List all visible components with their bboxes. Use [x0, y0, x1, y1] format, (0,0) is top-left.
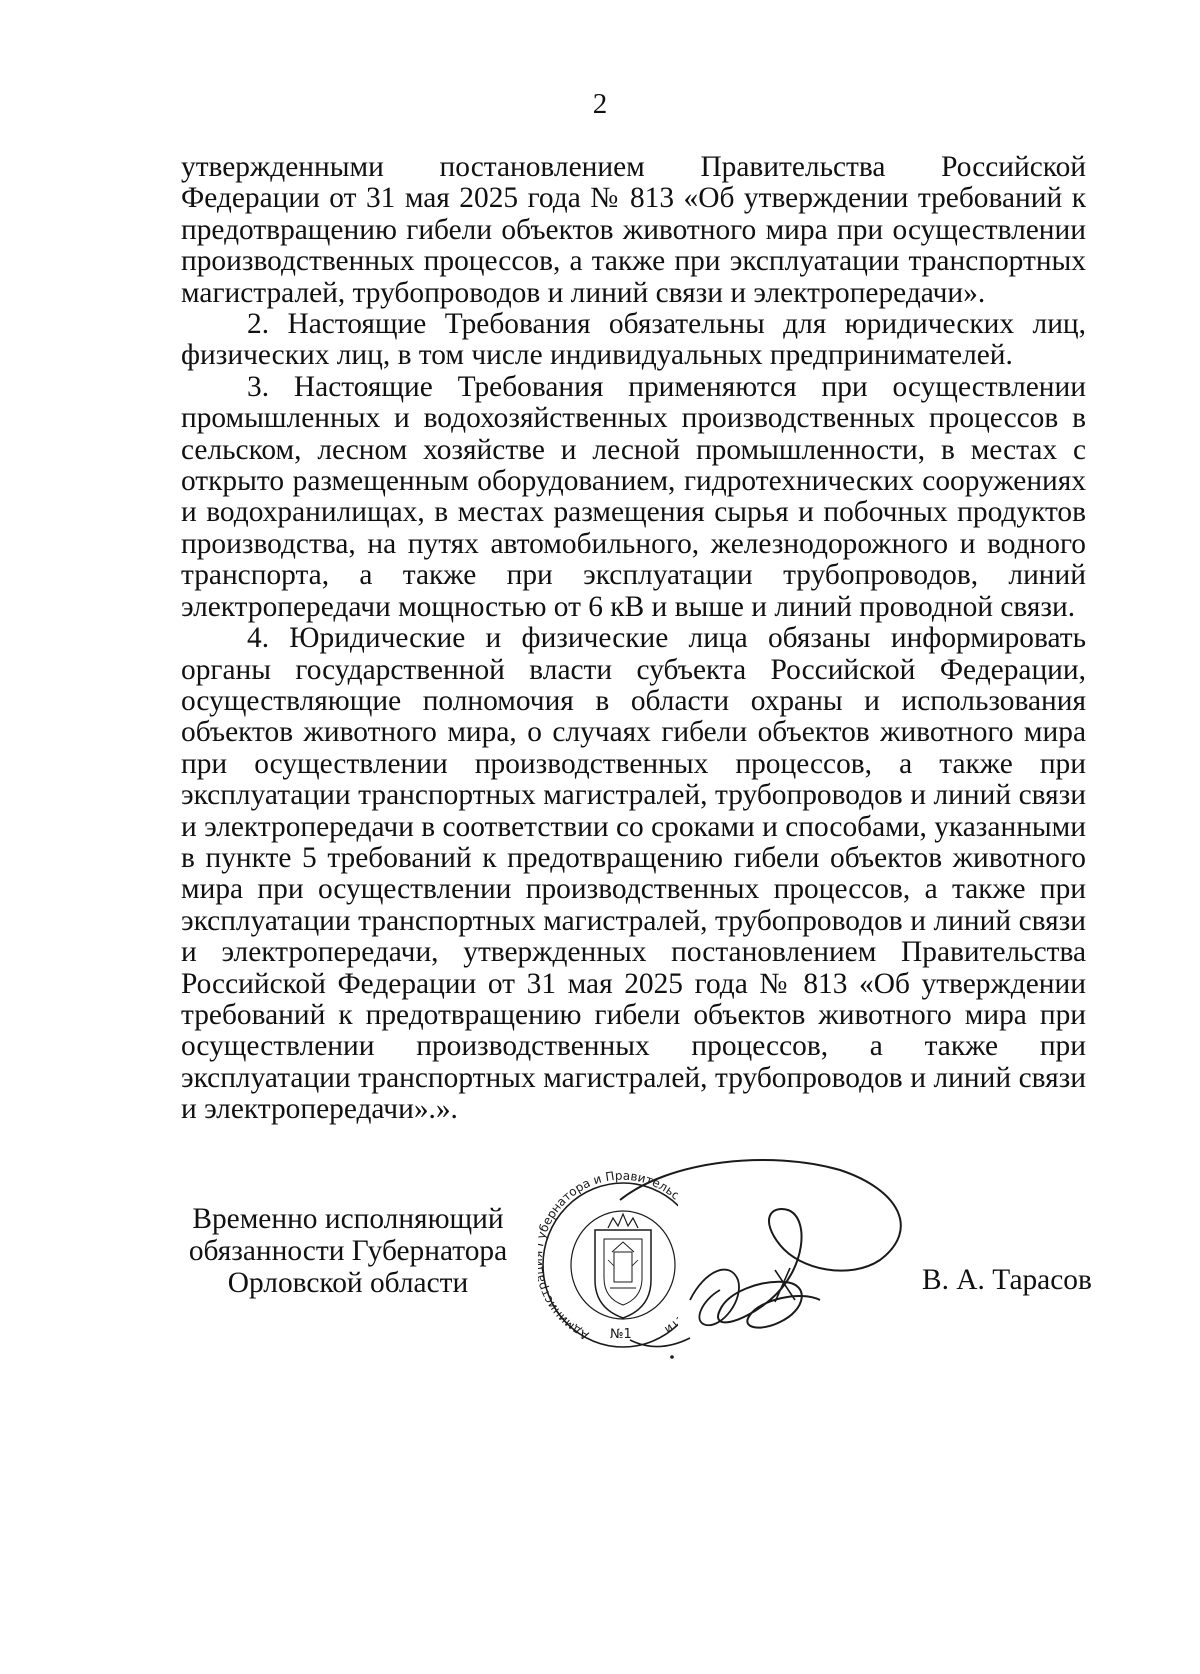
page-number: 2 [592, 88, 608, 120]
paragraph-continuation: утвержденными постановлением Правительства Российской Федерации от 31 мая 2025 года № 813 «Об утверждении требований к предотвращению гибели объектов животного мира при осуществлении производственных процессов, а также при эксплуатации транспортных магистралей, трубопроводов и линий связи и электропередачи». [181, 151, 1086, 309]
seal-ring-text: Админист ернатора и Правитель и [538, 1168, 677, 1343]
signatory-name: В. А. Тарасов [922, 1264, 1092, 1296]
signatory-position-line-2: обязанности Губернатора [188, 1235, 508, 1267]
handwritten-signature [610, 1150, 940, 1370]
document-body [181, 152, 1086, 1126]
paragraph-item-3: 3. Настоящие Требования применяются при осуществлении промышленных и водохозяйственных производственных процессов в сельском, лесном хозяйстве и лесной промышленности, в местах с открыто размещенным оборудованием, гидротехнических сооружениях и водохранилищах, в местах размещения сырья и побочных продуктов производства, на путях автомобильного, железнодорожного и водного транспорта, а также при эксплуатации трубопроводов, линий электропередачи мощностью от 6 кВ и выше и линий проводной связи. [181, 370, 1086, 623]
signatory-position-line-1: Временно исполняющий [192, 1203, 504, 1235]
paragraph-item-2: 2. Настоящие Требования обязательны для юридических лиц, физических лиц, в том числе индивидуальных предпринимателей. [181, 308, 1086, 372]
signatory-position [178, 1203, 518, 1299]
paragraph-item-4: 4. Юридические и физические лица обязаны информировать органы государственной власти субъекта Российской Федерации, осуществляющие полномочия в области охраны и использования объектов животного мира, о случаях гибели объектов животного мира при осуществлении производственных процессов, а также при эксплуатации транспортных магистралей, трубопроводов и линий связи и электропередачи в соответствии со сроками и способами, указанными в пункте 5 требований к предотвращению гибели объектов животного мира при осуществлении производственных процессов, а также при эксплуатации транспортных магистралей, трубопроводов и линий связи и электропередачи, утвержденных постановлением Правительства Российской Федерации от 31 мая 2025 года № 813 «Об утверждении требований к предотвращению гибели объектов животного мира при осуществлении производственных процессов, а также при эксплуатации транспортных магистралей, трубопроводов и линий связи и электропередачи».». [181, 622, 1086, 1126]
signatory-position-line-3: Орловской области [227, 1267, 469, 1299]
seal-number: №1 [610, 1327, 632, 1342]
